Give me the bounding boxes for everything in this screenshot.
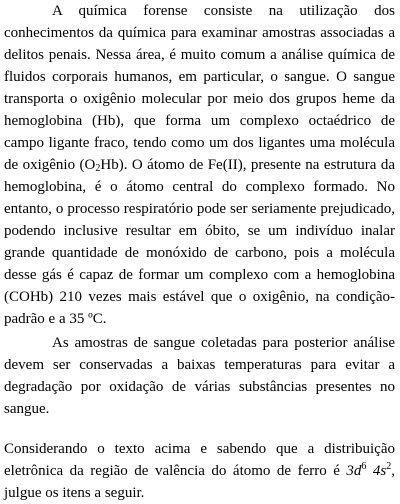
paragraph-1-text-b: Hb). O átomo de Fe(II), presente na estrutura da hemoglobina, é o átomo central do complexo formado. No entanto, o processo respiratório pode ser seriamente prejudicado, podendo inclusive resultar em óbito, se um indivíduo inalar grande quantidade de monóxido de carbono, pois a molécula desse gás é capaz de formar um complexo com a hemoglobina (COHb) 210 vezes mais estável que o oxigênio, na condição-padrão e a 35 ºC. — [4, 157, 395, 327]
instruction-text-a: Considerando o texto acima e sabendo que a distribuição eletrônica da região de valência do átomo de ferro é — [4, 441, 395, 479]
instruction-text-b: , julgue os itens a seguir. — [4, 463, 396, 501]
paragraph-instruction — [4, 438, 395, 504]
superscript-2: 2 — [386, 461, 392, 472]
electron-config-4s: 4s — [372, 463, 387, 479]
superscript-6: 6 — [361, 461, 367, 472]
question-text-block — [4, 0, 395, 504]
paragraph-blood-samples: As amostras de sangue coletadas para posterior análise devem ser conservadas a baixas temperaturas para evitar a degradação por oxidação de várias substâncias presentes no sangue. — [4, 335, 395, 417]
electron-config-3d: 3d — [346, 463, 362, 479]
subscript-2: 2 — [95, 163, 101, 174]
paragraph-forensic-chemistry — [4, 0, 395, 330]
paragraph-1-text-a: A química forense consiste na utilização dos conhecimentos da química para examinar amostras associadas a delitos penais. Nessa área, é muito comum a análise química de fluidos corporais humanos, em particular, o sangue. O sangue transporta o oxigênio molecular por meio dos grupos heme da hemoglobina (Hb), que forma um complexo octaédrico de campo ligante fraco, tendo como um dos ligantes uma molécula de oxigênio (O — [4, 3, 395, 173]
